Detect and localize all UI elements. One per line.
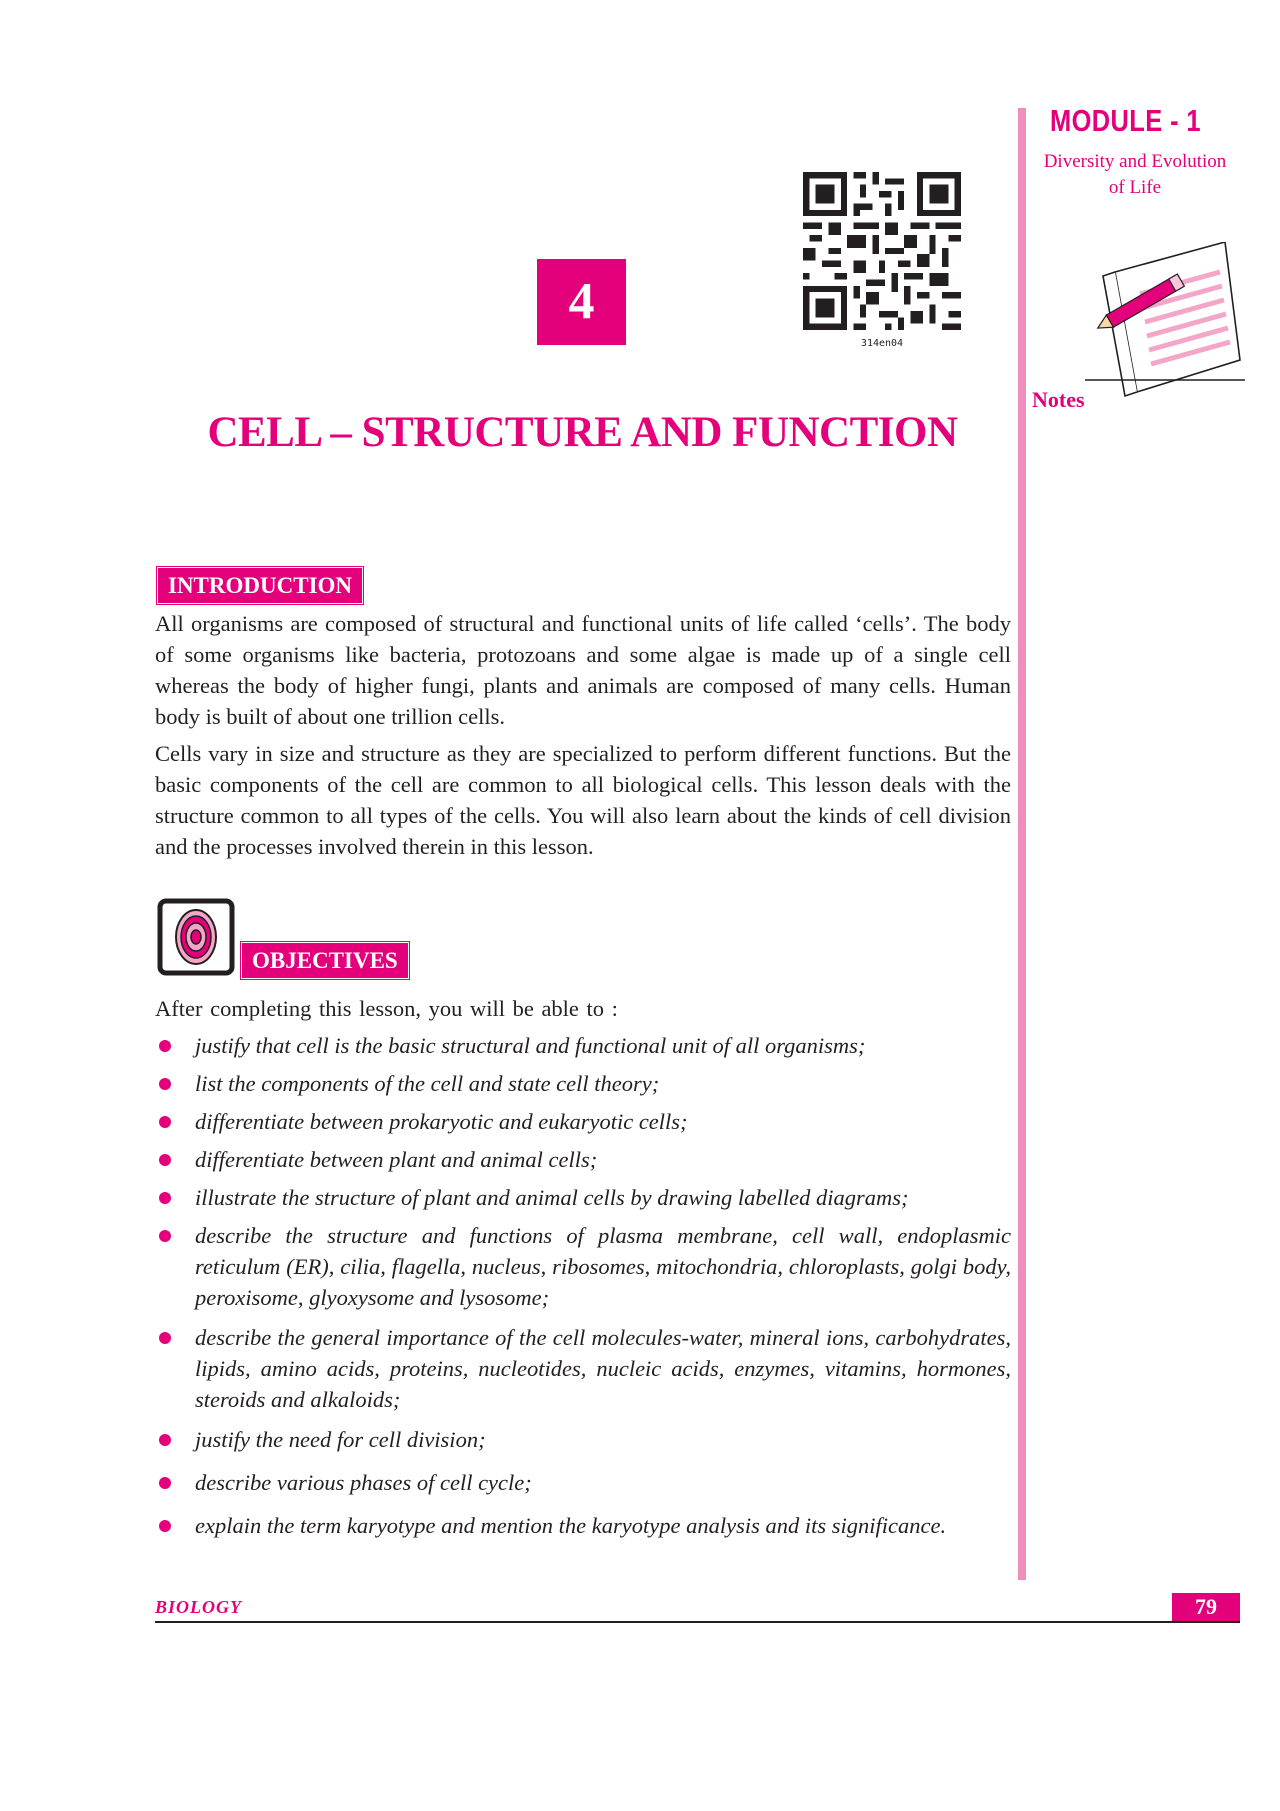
intro-paragraph-1: All organisms are composed of structural and functional units of life called ‘cells’. The body of some organisms like bacteria, protozoans and some algae is made up of a single cell whereas the body of higher fungi, plants and animals are composed of many cells. Human body is built of about one trillion cells. <box>155 611 1011 729</box>
objective-text: describe the general importance of the cell molecules-water, mineral ions, carbohydrates, lipids, amino acids, proteins, nucleotides, nucleic acids, enzymes, vitamins, hormones, steroids and alkaloids; <box>195 1325 1011 1412</box>
notes-label: Notes <box>1032 387 1085 412</box>
list-item <box>155 1182 1011 1213</box>
bullet-icon <box>159 1192 171 1204</box>
footer-subject: BIOLOGY <box>155 1597 242 1617</box>
module-subtitle-line1: Diversity and Evolution <box>1043 151 1227 172</box>
list-item <box>155 1144 1011 1175</box>
objective-text: explain the term karyotype and mention the karyotype analysis and its significance. <box>195 1513 947 1538</box>
objective-text: justify that cell is the basic structural and functional unit of all organisms; <box>195 1033 866 1058</box>
objectives-list <box>155 1030 1011 1541</box>
notepad-pencil-icon <box>1085 242 1245 402</box>
list-item <box>155 1467 1011 1498</box>
bullet-icon <box>159 1154 171 1166</box>
objective-text: differentiate between plant and animal cells; <box>195 1147 598 1172</box>
objective-text: justify the need for cell division; <box>195 1427 486 1452</box>
list-item <box>155 1322 1011 1415</box>
footer-rule <box>155 1621 1240 1623</box>
bullet-icon <box>159 1434 171 1446</box>
intro-paragraph-2: Cells vary in size and structure as they are specialized to perform different functions. But the basic components of the cell are common to all biological cells. This lesson deals with the structure common to all types of the cells. You will also learn about the kinds of cell division and the processes involved therein in this lesson. <box>155 741 1011 859</box>
qr-code[interactable] <box>803 172 961 330</box>
bullet-icon <box>159 1040 171 1052</box>
bullet-icon <box>159 1078 171 1090</box>
module-subtitle-line2: of Life <box>1108 177 1162 198</box>
objective-text: differentiate between prokaryotic and eukaryotic cells; <box>195 1109 688 1134</box>
objective-text: list the components of the cell and state cell theory; <box>195 1071 660 1096</box>
objective-text: describe various phases of cell cycle; <box>195 1470 532 1495</box>
list-item <box>155 1106 1011 1137</box>
introduction-heading: INTRODUCTION <box>160 570 360 601</box>
list-item <box>155 1220 1011 1313</box>
bullet-icon <box>159 1332 171 1344</box>
objective-text: illustrate the structure of plant and animal cells by drawing labelled diagrams; <box>195 1185 909 1210</box>
chapter-number: 4 <box>539 261 624 343</box>
qr-caption: 314en04 <box>860 338 904 349</box>
bullet-icon <box>159 1116 171 1128</box>
page-number: 79 <box>1172 1593 1240 1621</box>
bullet-icon <box>159 1477 171 1489</box>
sidebar-rule <box>1018 108 1026 1580</box>
list-item <box>155 1510 1011 1541</box>
list-item <box>155 1030 1011 1061</box>
list-item <box>155 1068 1011 1099</box>
bullet-icon <box>159 1520 171 1532</box>
objectives-lead: After completing this lesson, you will be able to : <box>155 996 618 1021</box>
objectives-heading: OBJECTIVES <box>244 945 406 976</box>
module-subtitle <box>1030 149 1240 201</box>
bullet-icon <box>159 1230 171 1242</box>
list-item <box>155 1424 1011 1455</box>
objective-text: describe the structure and functions of plasma membrane, cell wall, endoplasmic reticulum (ER), cilia, flagella, nucleus, ribosomes, mitochondria, chloroplasts, golgi body, peroxisome, glyoxysome and lysosome; <box>195 1223 1011 1310</box>
target-icon <box>157 898 235 976</box>
module-title: MODULE - 1 <box>1050 103 1201 138</box>
chapter-title: CELL – STRUCTURE AND FUNCTION <box>207 409 958 456</box>
